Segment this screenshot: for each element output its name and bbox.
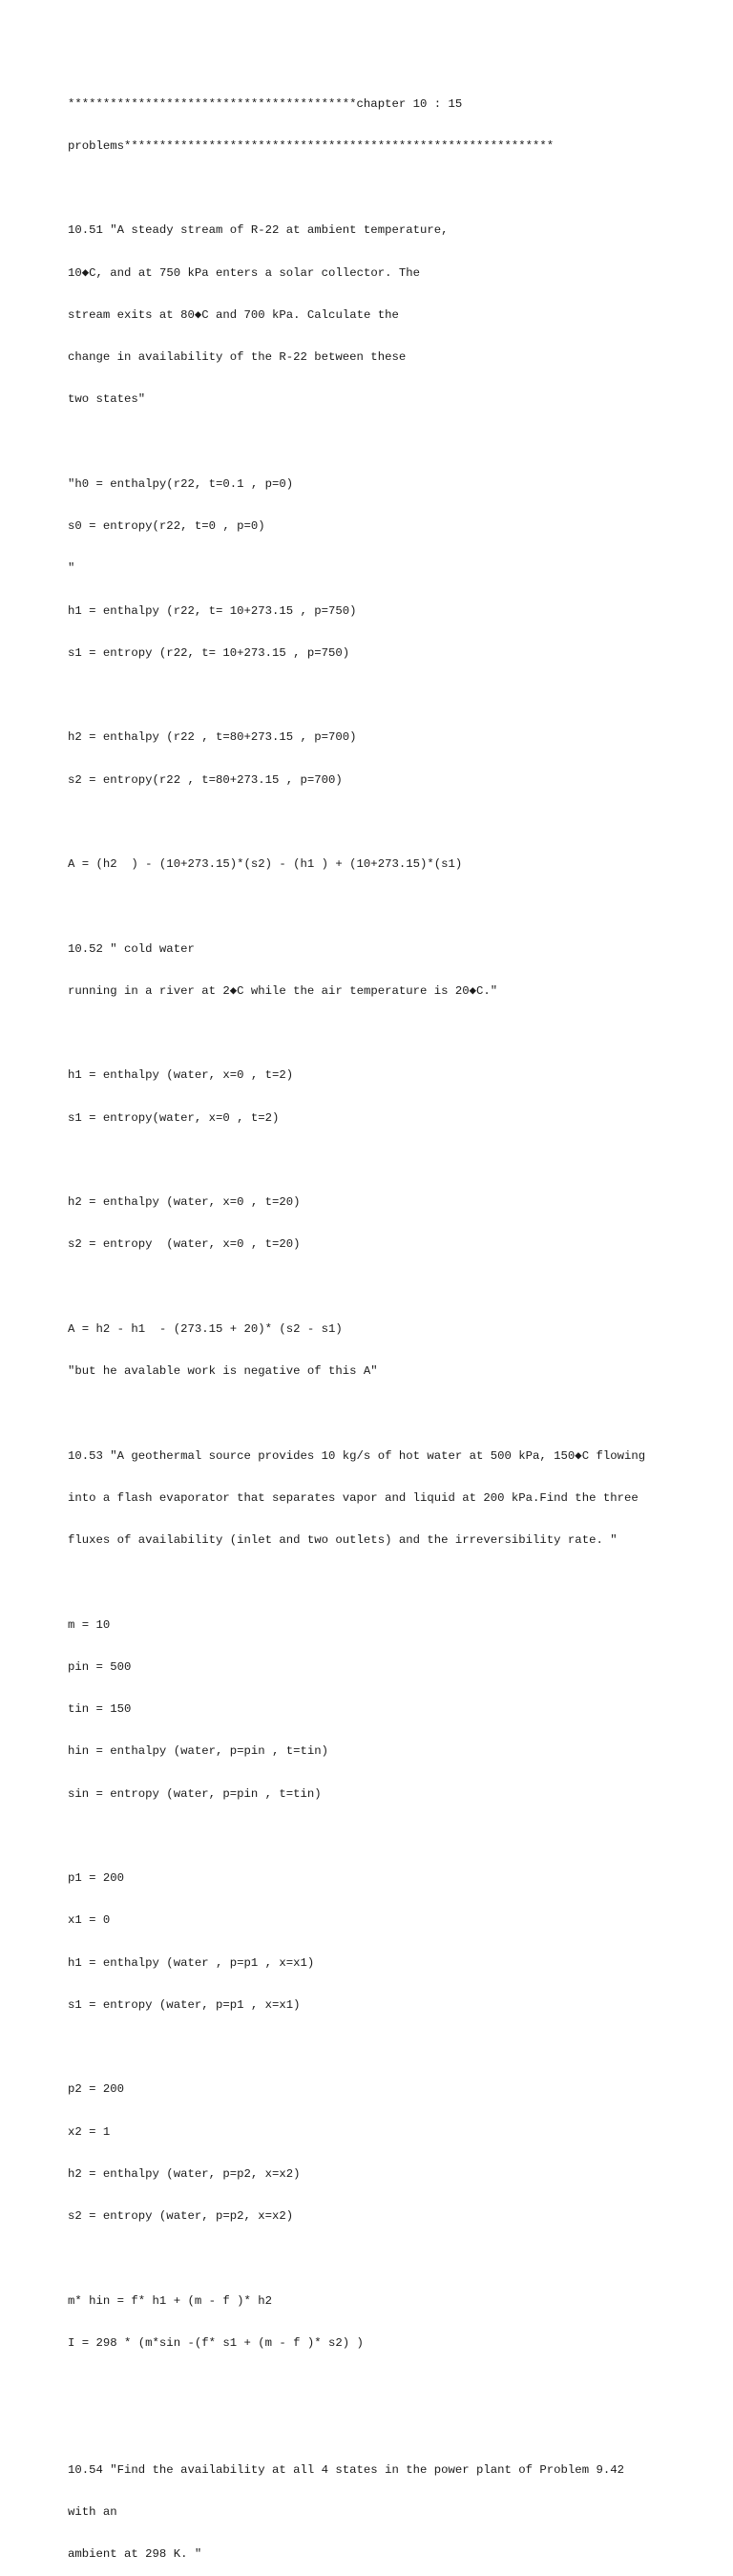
text-line: hin = enthalpy (water, p=pin , t=tin) [68,1744,329,1759]
text-line: 10.54 "Find the availability at all 4 states in the power plant of Problem 9.42 [68,2462,624,2477]
text-line [68,1026,726,1041]
text-line: pin = 500 [68,1659,132,1674]
text-line: with an [68,2504,117,2519]
text-line: s1 = entropy(water, x=0 , t=2) [68,1110,280,1125]
text-line [68,899,726,914]
text-line: tin = 150 [68,1702,132,1716]
text-line [68,1406,726,1421]
text-line: "h0 = enthalpy(r22, t=0.1 , p=0) [68,476,294,491]
text-line [68,815,726,830]
text-line: p1 = 200 [68,1871,125,1885]
text-line [68,1575,726,1590]
text-line: two states" [68,392,146,407]
text-line: change in availability of the R-22 between these [68,350,407,364]
text-line: I = 298 * (m*sin -(f* s1 + (m - f )* s2) ) [68,2335,364,2350]
text-line: h2 = enthalpy (water, p=p2, x=x2) [68,2166,301,2181]
text-line: running in a river at 2◆C while the air temperature is 20◆C." [68,983,498,998]
text-line [68,1829,726,1844]
document-body [68,69,726,2576]
text-line [68,435,726,450]
text-line: h1 = enthalpy (water , p=p1 , x=x1) [68,1955,315,1970]
text-line: problems************************************************************* [68,138,555,153]
text-line [68,688,726,703]
text-line: s2 = entropy (water, p=p2, x=x2) [68,2209,294,2223]
text-line [68,2378,726,2393]
text-line: 10.53 "A geothermal source provides 10 kg/s of hot water at 500 kPa, 150◆C flowing [68,1448,646,1463]
text-line: " [68,561,75,576]
text-line: 10.51 "A steady stream of R-22 at ambient temperature, [68,223,449,238]
text-line: fluxes of availability (inlet and two outlets) and the irreversibility rate. " [68,1533,618,1547]
text-line [68,2040,726,2055]
text-line: 10◆C, and at 750 kPa enters a solar collector. The [68,265,420,280]
text-line: s2 = entropy(r22 , t=80+273.15 , p=700) [68,772,343,787]
text-line: m* hin = f* h1 + (m - f )* h2 [68,2293,273,2308]
text-line: s1 = entropy (water, p=p1 , x=x1) [68,1997,301,2012]
text-line [68,2251,726,2266]
text-line [68,1153,726,1168]
text-line: s0 = entropy(r22, t=0 , p=0) [68,519,265,533]
text-line: ambient at 298 K. " [68,2547,202,2561]
text-line: x2 = 1 [68,2124,111,2139]
text-line: s1 = entropy (r22, t= 10+273.15 , p=750) [68,645,350,660]
text-line: A = (h2 ) - (10+273.15)*(s2) - (h1 ) + (10+273.15)*(s1) [68,857,463,871]
text-line: "but he avalable work is negative of this A" [68,1364,378,1378]
text-line [68,1280,726,1295]
text-line: A = h2 - h1 - (273.15 + 20)* (s2 - s1) [68,1321,343,1336]
text-line: h2 = enthalpy (r22 , t=80+273.15 , p=700) [68,730,357,745]
text-line: x1 = 0 [68,1913,111,1928]
text-line: *****************************************chapter 10 : 15 [68,96,463,111]
text-line [68,2420,726,2435]
text-line: s2 = entropy (water, x=0 , t=20) [68,1237,301,1252]
text-line: 10.52 " cold water [68,941,195,956]
text-line: h2 = enthalpy (water, x=0 , t=20) [68,1195,301,1209]
text-line: p2 = 200 [68,2082,125,2097]
text-line [68,181,726,196]
text-line: stream exits at 80◆C and 700 kPa. Calculate the [68,307,399,322]
text-line: h1 = enthalpy (r22, t= 10+273.15 , p=750) [68,603,357,618]
text-line: m = 10 [68,1617,111,1632]
text-line: h1 = enthalpy (water, x=0 , t=2) [68,1068,294,1083]
text-line: into a flash evaporator that separates vapor and liquid at 200 kPa.Find the three [68,1490,639,1505]
text-line: sin = entropy (water, p=pin , t=tin) [68,1786,322,1801]
